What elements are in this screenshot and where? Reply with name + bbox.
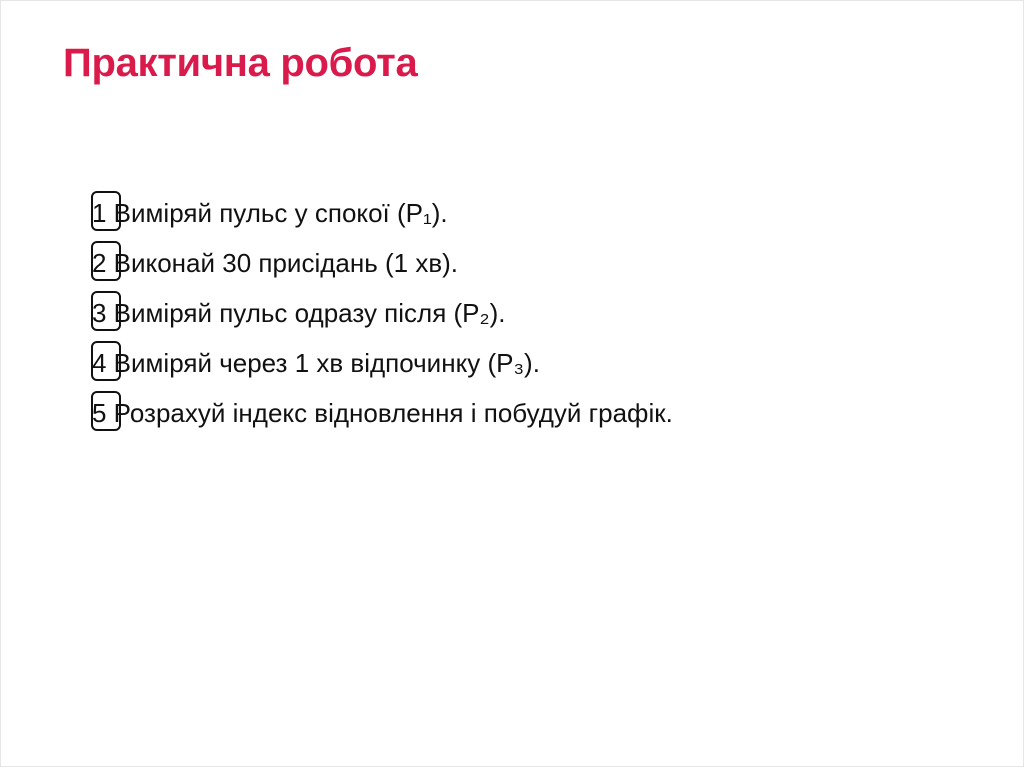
- slide-title: Практична робота: [63, 41, 418, 85]
- steps-list: [91, 191, 673, 441]
- step-item: [91, 241, 673, 291]
- step-item: [91, 391, 673, 441]
- step-text: 4 Виміряй через 1 хв відпочинку (P₃).: [92, 348, 540, 378]
- step-text: 1 Виміряй пульс у спокої (P₁).: [92, 198, 448, 228]
- step-text: 5 Розрахуй індекс відновлення і побудуй графік.: [92, 398, 673, 428]
- step-item: [91, 191, 673, 241]
- step-text: 3 Виміряй пульс одразу після (P₂).: [92, 298, 506, 328]
- step-item: [91, 291, 673, 341]
- step-item: [91, 341, 673, 391]
- step-text: 2 Виконай 30 присідань (1 хв).: [92, 248, 459, 278]
